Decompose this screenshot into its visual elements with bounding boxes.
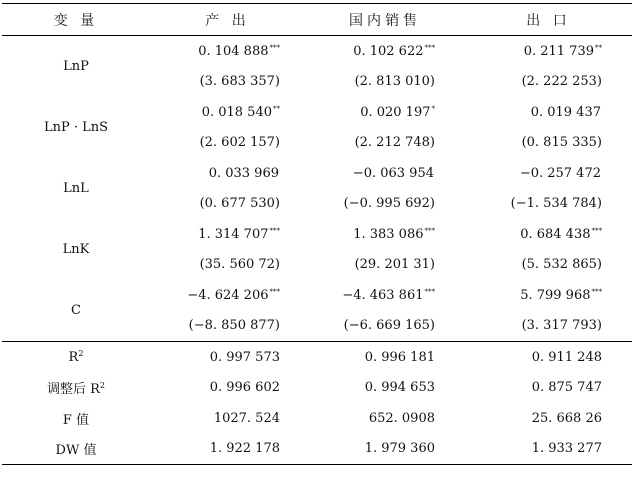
stat-label: 调整后 $R^2$ — [46, 381, 105, 398]
coef-cell: 0. 020 197* — [360, 104, 435, 120]
tstat-cell: (2. 813 010) — [354, 74, 435, 90]
tstat-cell: (29. 201 31) — [354, 257, 435, 273]
tstat-cell: (−6. 669 165) — [343, 318, 435, 334]
stat-cell: 25. 668 26 — [531, 410, 602, 426]
stat-row-dw-value — [2, 434, 632, 465]
coef-cell: 0. 019 437 — [530, 104, 601, 120]
header-variable: 变 量 — [53, 12, 99, 29]
header-domestic-sales: 国内销售 — [349, 12, 421, 29]
coef-cell: −4. 624 206*** — [187, 287, 280, 303]
stat-label: DW 值 — [2, 434, 150, 465]
variable-label: LnP · LnS — [43, 120, 109, 135]
coef-cell: 0. 102 622*** — [353, 43, 435, 59]
tstat-cell: (3. 683 357) — [199, 74, 280, 90]
coef-cell: 0. 018 540** — [201, 104, 280, 120]
tstat-cell: (5. 532 865) — [521, 257, 602, 273]
coef-cell: 0. 033 969 — [208, 165, 279, 181]
regression-results-table — [2, 3, 632, 465]
tstat-cell: (2. 222 253) — [521, 74, 602, 90]
coef-cell: −0. 257 472 — [519, 165, 601, 181]
stat-cell: 0. 996 602 — [209, 380, 280, 396]
tstat-cell: (−1. 534 784) — [510, 196, 602, 212]
tstat-cell: (−8. 850 877) — [188, 318, 280, 334]
tstat-cell: (2. 212 748) — [354, 135, 435, 151]
tstat-cell: (2. 602 157) — [199, 135, 280, 151]
stat-cell: 0. 911 248 — [465, 342, 632, 373]
stat-cell: 0. 875 747 — [531, 380, 602, 396]
stat-label: F 值 — [62, 412, 90, 428]
header-export: 出 口 — [526, 12, 571, 29]
coef-cell: 1. 383 086*** — [353, 226, 435, 242]
coef-cell: 0. 104 888*** — [198, 43, 280, 59]
stat-row-adjusted-r2 — [2, 373, 632, 404]
variable-label: LnP — [63, 59, 89, 74]
coef-cell: −0. 063 954 — [352, 165, 434, 181]
tstat-cell: (3. 317 793) — [521, 318, 602, 334]
variable-label: C — [71, 303, 81, 318]
stat-label: $R^2$ — [2, 342, 150, 373]
coef-row — [2, 158, 632, 189]
tstat-cell: (−0. 995 692) — [343, 196, 435, 212]
header-row — [2, 4, 632, 36]
coef-cell: 0. 684 438*** — [520, 226, 602, 242]
coef-cell: 0. 211 739** — [523, 43, 602, 59]
stat-cell: 0. 994 653 — [364, 380, 435, 396]
variable-label: LnK — [62, 242, 90, 257]
tstat-cell: (0. 815 335) — [521, 135, 602, 151]
coef-row — [2, 280, 632, 311]
coef-row — [2, 219, 632, 250]
stat-cell: 1. 979 360 — [305, 434, 465, 465]
coef-row — [2, 97, 632, 128]
stat-cell: 0. 997 573 — [150, 342, 305, 373]
stat-row-f-value — [2, 403, 632, 434]
tstat-cell: (35. 560 72) — [199, 257, 280, 273]
stat-cell: 1. 922 178 — [150, 434, 305, 465]
variable-label: LnL — [63, 181, 89, 196]
stat-cell: 1027. 524 — [213, 410, 280, 426]
stat-cell: 652. 0908 — [368, 410, 435, 426]
coef-row — [2, 36, 632, 67]
coef-cell: 1. 314 707*** — [198, 226, 280, 242]
stat-cell: 1. 933 277 — [465, 434, 632, 465]
stat-row-r2 — [2, 342, 632, 373]
tstat-cell: (0. 677 530) — [199, 196, 280, 212]
table-header — [2, 4, 632, 36]
coef-cell: −4. 463 861*** — [342, 287, 435, 303]
table-body — [2, 36, 632, 465]
header-output: 产 出 — [205, 12, 250, 29]
stat-cell: 0. 996 181 — [305, 342, 465, 373]
coef-cell: 5. 799 968*** — [520, 287, 602, 303]
